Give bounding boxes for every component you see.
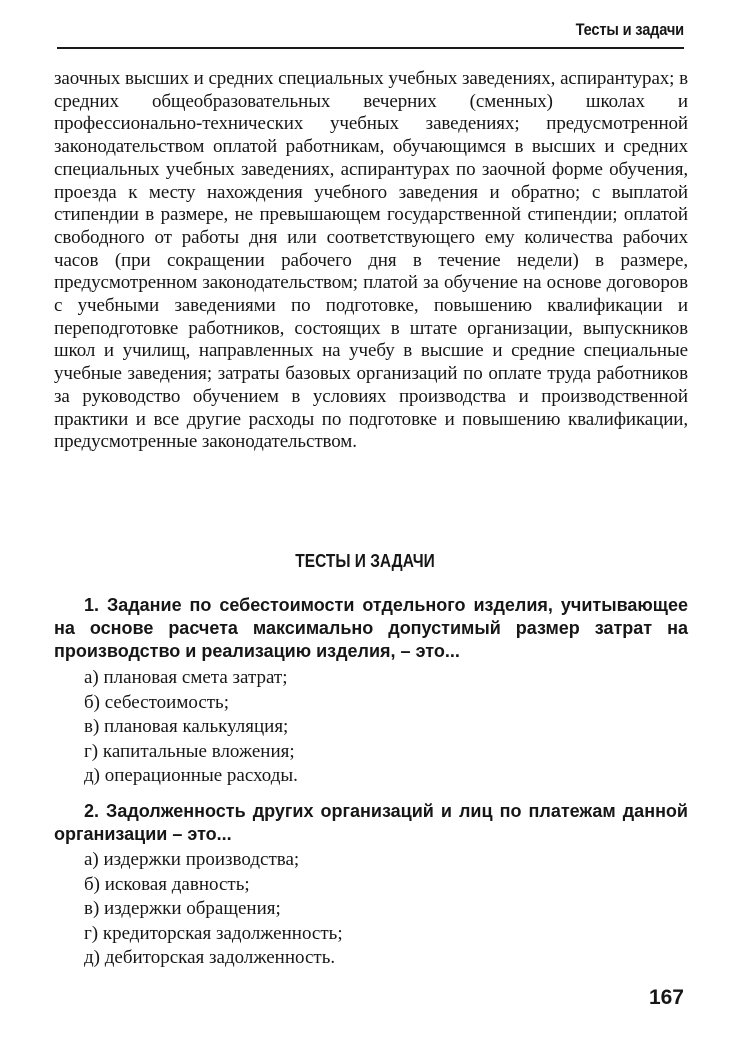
- header-rule: [57, 47, 684, 49]
- answer-option: г) капитальные вложения;: [84, 740, 295, 762]
- question-2-options: [84, 848, 343, 971]
- question-2: 2. Задолженность других организаций и лиц по платежам данной организации – это...: [54, 801, 688, 844]
- answer-option: д) дебиторская задолженность.: [84, 947, 336, 969]
- section-title: ТЕСТЫ И ЗАДАЧИ: [295, 551, 435, 571]
- answer-option: в) плановая калькуляция;: [84, 716, 289, 738]
- answer-option: а) плановая смета затрат;: [84, 667, 288, 688]
- answer-option: б) исковая давность;: [84, 873, 250, 895]
- answer-option: б) себестоимость;: [84, 691, 229, 713]
- body-paragraph: заочных высших и средних специальных учебных заведениях, аспирантурах; в средних общеобразовательных вечерних (сменных) школах и профессионально-технических учебных заведениях; предусмотренной законодательством оплатой работникам, обучающимся в высших и средних специальных учебных заведениях, аспирантурах по заочной форме обучения, проезда к месту нахождения учебного заведения и обратно; с выплатой стипендии в размере, не превышающем государственной стипендии; оплатой свободного от работы дня или соответствующего ему количества рабочих часов (при сокращении рабочего дня в течение недели) в размере, предусмотренном законодательством; платой за обучение на основе договоров с учебными заведениями по подготовке, повышению квалификации и переподготовке работников, состоящих в штате организации, выпускников школ и училищ, направленных на учебу в высшие и средние специальные учебные заведения; затраты базовых организаций по оплате труда работников за руководство обучением в условиях производства и производственной практики и все другие расходы по подготовке и повышению квалификации, предусмотренные законодательством.: [54, 68, 688, 453]
- answer-option: д) операционные расходы.: [84, 765, 298, 787]
- question-1-options: [84, 666, 298, 789]
- page-number: 167: [648, 986, 684, 1009]
- answer-option: в) издержки обращения;: [84, 898, 281, 920]
- question-1: 1. Задание по себестоимости отдельного изделия, учитывающее на основе расчета максимально допустимый размер затрат на производство и реализацию изделия, – это...: [54, 595, 688, 661]
- answer-option: г) кредиторская задолженность;: [84, 922, 343, 944]
- answer-option: а) издержки производства;: [84, 849, 300, 870]
- running-header-title: Тесты и задачи: [575, 20, 684, 39]
